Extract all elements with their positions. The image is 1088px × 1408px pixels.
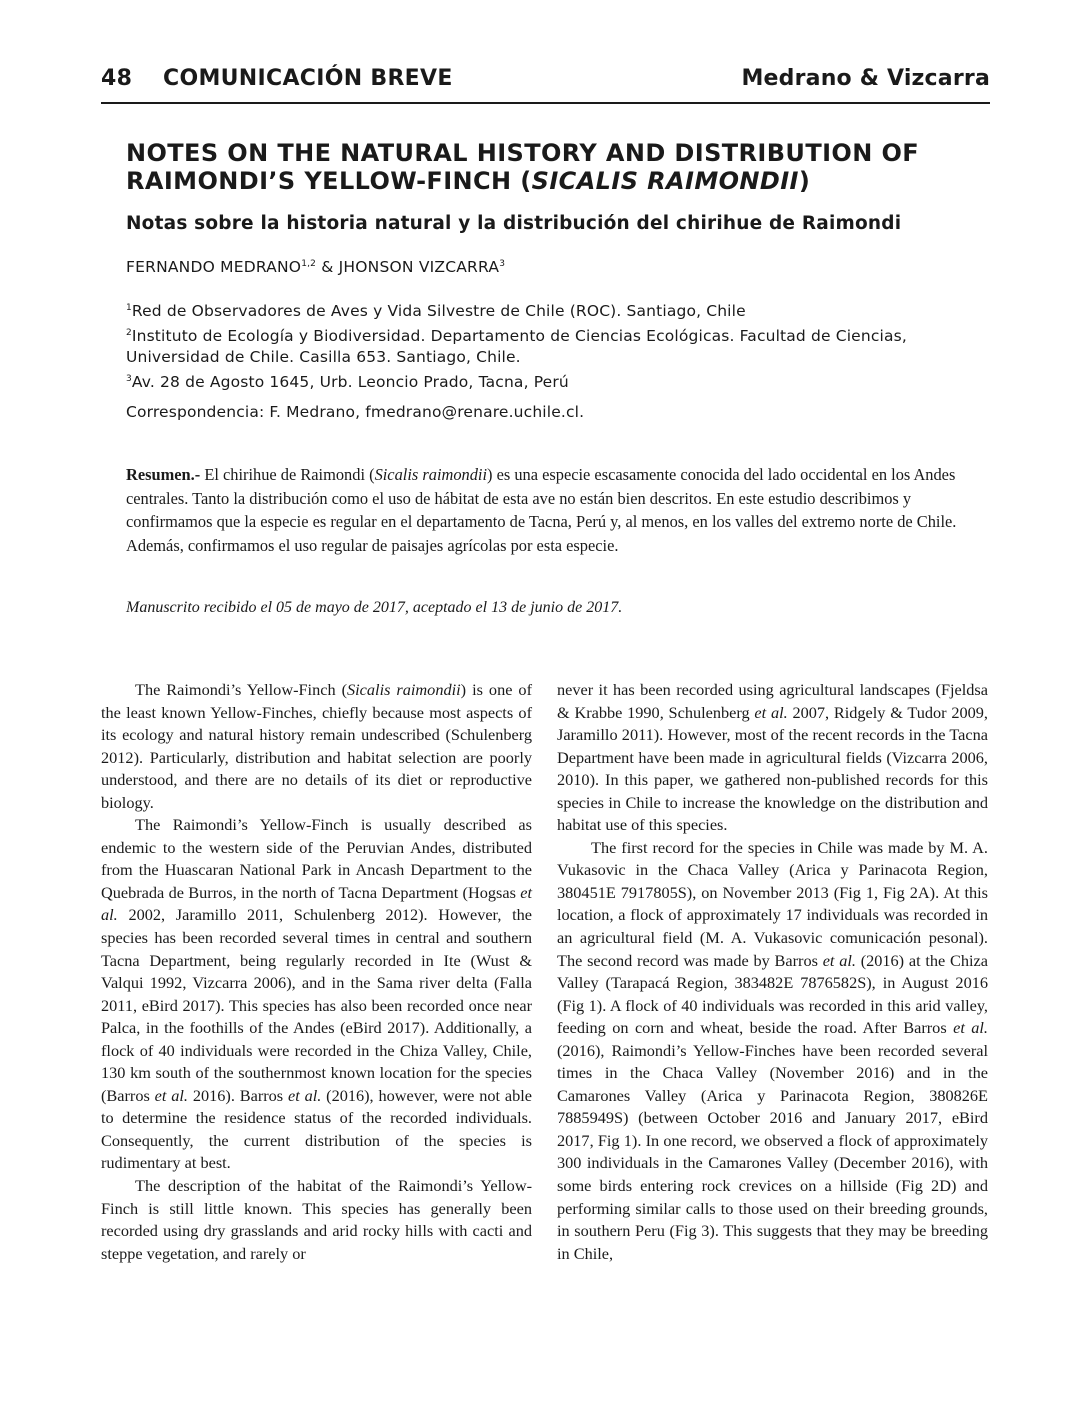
affiliation-mark: 2 bbox=[126, 327, 132, 338]
abstract-text: ) es una especie escasamente conocida del lado occidental en los Andes centrales. Tanto la distribución como el uso de hábitat de esta ave no están bien descritos. En este estudio describimos y confirmamos que la especie es regular en el departamento de Tacna, Perú y, al menos, en los valles del extremo norte de Chile. Además, confirmamos el uso regular de paisajes agrícolas por esta especie. bbox=[126, 465, 957, 555]
affiliation-text: Red de Observadores de Aves y Vida Silvestre de Chile (ROC). Santiago, Chile bbox=[131, 302, 746, 320]
body-text: The description of the habitat of the Raimondi’s Yellow-Finch is still little known. This species has generally been recorded using dry grasslands and arid rocky hills with cacti and steppe vegetation, and rarely or bbox=[101, 1176, 532, 1263]
body-text: 2002, Jaramillo 2011, Schulenberg 2012). However, the species has been recorded several times in central and southern Tacna Department, being regularly recorded in Ite (Wust & Valqui 1992, Vizcarra 2006), and in the Sama river delta (Falla 2011, eBird 2017). This species has also been recorded once near Palca, in the foothills of the Andes (eBird 2017). Additionally, a flock of 40 individuals were recorded in the Chiza Valley, Chile, 130 km south of the southernmost known location for the species (Barros bbox=[101, 905, 532, 1105]
author-name: FERNANDO MEDRANO bbox=[126, 258, 302, 276]
author-line bbox=[126, 258, 505, 276]
title-line-2-prefix: RAIMONDI’S YELLOW-FINCH ( bbox=[126, 167, 532, 195]
abstract bbox=[126, 463, 966, 557]
body-text: ) is one of the least known Yellow-Finches, chiefly because most aspects of its ecology and natural history remain undescribed (Schulenberg 2012). Particularly, distribution and habitat selection are poorly understood, and there are no details of its diet or reproductive biology. bbox=[101, 680, 532, 812]
affiliation-item bbox=[126, 298, 986, 323]
title-line-2-suffix: ) bbox=[798, 167, 811, 195]
affiliation-text: Av. 28 de Agosto 1645, Urb. Leoncio Prado, Tacna, Perú bbox=[131, 372, 569, 391]
body-text: The first record for the species in Chile was made by M. A. Vukasovic in the Chaca Valley (Arica y Parinacota Region, 380451E 7917805S), on November 2013 (Fig 1, Fig 2A). At this location, a flock of approximately 17 individuals was recorded in an agricultural field (M. A. Vukasovic comunicación pesonal). The second record was made by Barros bbox=[557, 837, 988, 970]
body-text: (2016), however, were not able to determine the residence status of the recorded individuals. Consequently, the current distribution of the species is rudimentary at best. bbox=[101, 1085, 533, 1173]
body-paragraph bbox=[557, 837, 988, 1265]
author-separator: & bbox=[316, 258, 339, 276]
body-text: (2016) at the Chiza Valley (Tarapacá Region, 383482E 7876582S), in August 2016 (Fig 1). A flock of 40 individuals was recorded in this arid valley, feeding on corn and wheat, beside the road. After Barros bbox=[557, 950, 988, 1038]
affiliation-mark: 1 bbox=[126, 303, 132, 313]
body-text: 2007, Ridgely & Tudor 2009, Jaramillo 2011). However, most of the recent records in the Tacna Department have been made in agricultural fields (Vizcarra 2006, 2010). In this paper, we gathered non-published records for this species in Chile to increase the knowledge on the distribution and habitat use of this species. bbox=[557, 702, 988, 835]
et-al: et al. bbox=[822, 950, 856, 970]
body-column-right bbox=[557, 679, 988, 1265]
affiliations bbox=[126, 298, 986, 393]
abstract-text: El chirihue de Raimondi ( bbox=[200, 465, 375, 484]
body-paragraph bbox=[101, 1175, 532, 1265]
species-name: Sicalis raimondii bbox=[347, 680, 461, 699]
running-authors: Medrano & Vizcarra bbox=[741, 66, 990, 91]
article-title bbox=[126, 139, 986, 195]
body-text: The Raimondi’s Yellow-Finch is usually described as endemic to the western side of the Peruvian Andes, distributed from the Huascaran National Park in Ancash Department to the Quebrada de Burros, in the north of Tacna Department (Hogsas bbox=[101, 815, 532, 902]
author-name: JHONSON VIZCARRA bbox=[338, 258, 500, 276]
page-number: 48 bbox=[101, 66, 133, 91]
body-column-left bbox=[101, 679, 532, 1265]
affiliation-text: Instituto de Ecología y Biodiversidad. Departamento de Ciencias Ecológicas. Facultad de Ciencias, Universidad de Chile. Casilla 653. Santiago, Chile. bbox=[126, 326, 907, 366]
body-paragraph bbox=[101, 679, 532, 814]
body-paragraph bbox=[557, 679, 988, 837]
author-affiliation-mark: 1,2 bbox=[301, 259, 317, 269]
section-label: COMUNICACIÓN BREVE bbox=[163, 66, 453, 91]
correspondence: Correspondencia: F. Medrano, fmedrano@renare.uchile.cl. bbox=[126, 403, 585, 421]
title-species: SICALIS RAIMONDII bbox=[531, 167, 799, 195]
body-text: 2016). Barros bbox=[188, 1085, 288, 1105]
running-head bbox=[101, 66, 990, 104]
received-note: Manuscrito recibido el 05 de mayo de 2017, aceptado el 13 de junio de 2017. bbox=[126, 599, 623, 616]
et-al: et al. bbox=[101, 882, 532, 925]
et-al: et al. bbox=[287, 1085, 322, 1105]
affiliation-mark: 3 bbox=[126, 373, 132, 384]
abstract-species: Sicalis raimondii bbox=[374, 465, 488, 484]
spanish-subtitle: Notas sobre la historia natural y la distribución del chirihue de Raimondi bbox=[126, 213, 902, 234]
et-al: et al. bbox=[754, 702, 788, 722]
author-affiliation-mark: 3 bbox=[499, 259, 506, 269]
et-al: et al. bbox=[953, 1018, 989, 1038]
affiliation-item bbox=[126, 369, 986, 394]
et-al: et al. bbox=[154, 1085, 188, 1105]
affiliation-item bbox=[126, 323, 986, 369]
body-text: (2016), Raimondi’s Yellow-Finches have been recorded several times in the Chaca Valley (November 2016) and in the Camarones Valley (Arica y Parinacota Region, 380826E 7885949S) (between October 2016 and January 2017, eBird 2017, Fig 1). In one record, we observed a flock of approximately 300 individuals in the Camarones Valley (December 2016), with some birds entering rock crevices on a hillside (Fig 2D) and performing similar calls to those used on their breeding grounds, in southern Peru (Fig 3). This suggests that they may be breeding in Chile, bbox=[557, 1040, 988, 1263]
body-text: never it has been recorded using agricultural landscapes (Fjeldsa & Krabbe 1990, Schulenberg bbox=[557, 680, 988, 722]
abstract-label: Resumen.- bbox=[126, 465, 201, 484]
title-line-1: NOTES ON THE NATURAL HISTORY AND DISTRIBUTION OF bbox=[126, 139, 920, 167]
body-paragraph bbox=[101, 814, 532, 1175]
body-text: The Raimondi’s Yellow-Finch ( bbox=[135, 680, 348, 699]
